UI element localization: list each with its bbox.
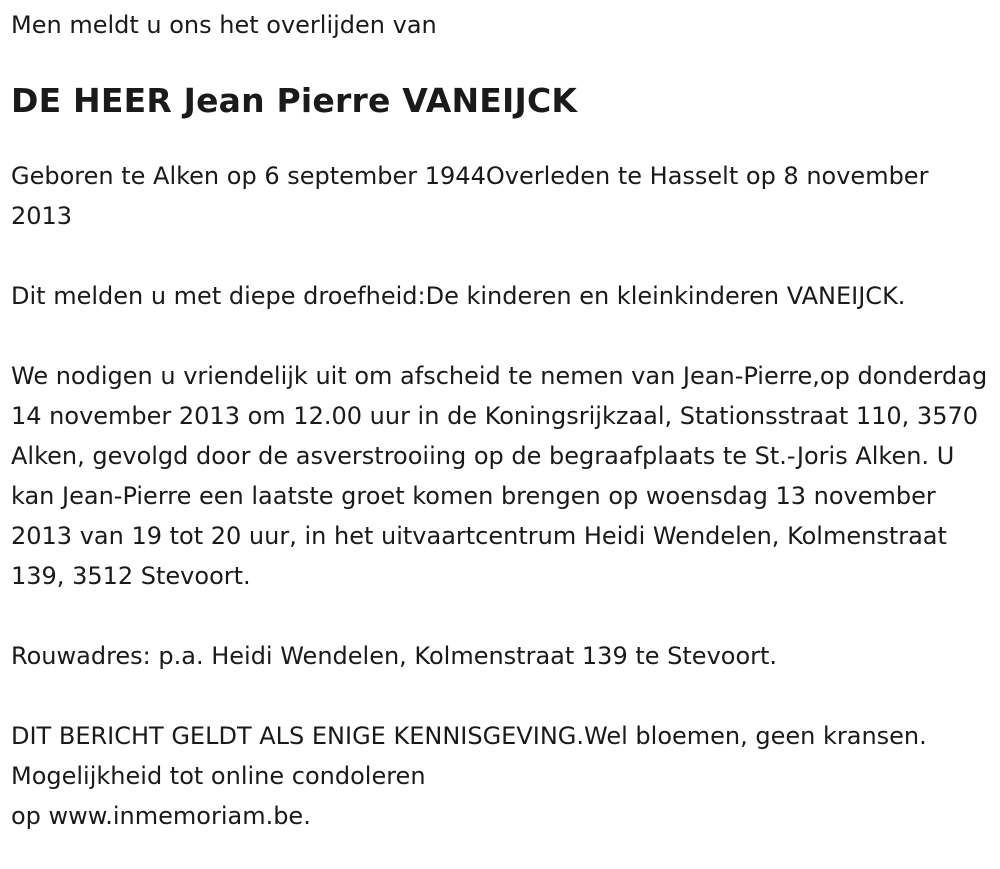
birth-death-text: Geboren te Alken op 6 september 1944Overleden te Hasselt op 8 november 2013 (11, 162, 929, 230)
mourning-address-text: Rouwadres: p.a. Heidi Wendelen, Kolmenstraat 139 te Stevoort. (11, 642, 778, 670)
family-text: Dit melden u met diepe droefheid:De kinderen en kleinkinderen VANEIJCK. (11, 282, 906, 310)
condolence-link[interactable]: op www.inmemoriam.be. (11, 802, 311, 830)
intro-text: Men meldt u ons het overlijden van (11, 11, 437, 39)
obituary-document (11, 0, 991, 836)
deceased-name-heading: DE HEER Jean Pierre VANEIJCK (11, 81, 578, 120)
invitation-text: We nodigen u vriendelijk uit om afscheid te nemen van Jean-Pierre,op donderdag 14 november 2013 om 12.00 uur in de Koningsrijkzaal, Stationsstraat 110, 3570 Alken, gevolgd door de asverstrooiing op de begraafplaats te St.-Joris Alken. U kan Jean-Pierre een laatste groet komen brengen op woensdag 13 november 2013 van 19 tot 20 uur, in het uitvaartcentrum Heidi Wendelen, Kolmenstraat 139, 3512 Stevoort. (11, 362, 988, 590)
notice-block (11, 716, 991, 836)
notice-text: DIT BERICHT GELDT ALS ENIGE KENNISGEVING.Wel bloemen, geen kransen. Mogelijkheid tot online condoleren (11, 722, 927, 790)
